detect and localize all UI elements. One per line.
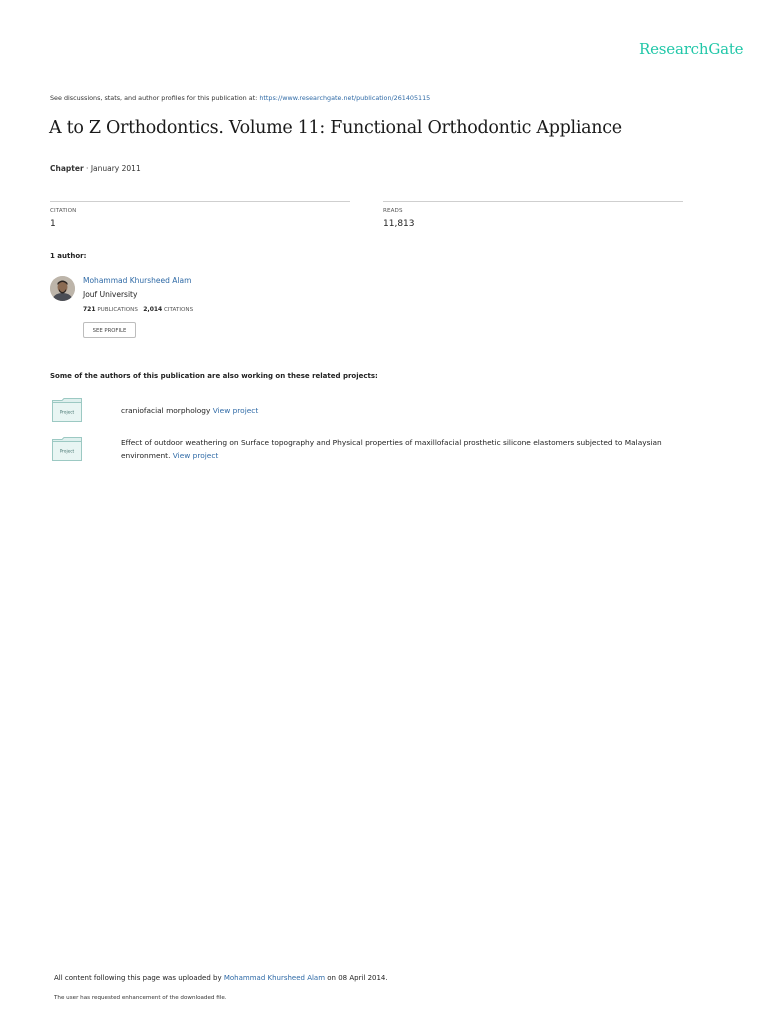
- project-title: Effect of outdoor weathering on Surface topography and Physical properties of maxillofacial prosthetic silicone elastomers subjected to Malaysian environment.: [121, 438, 662, 460]
- project-folder-icon[interactable]: [52, 437, 82, 461]
- project-icon-label: Project: [59, 409, 75, 415]
- discussion-prefix: See discussions, stats, and author profiles for this publication at:: [50, 94, 260, 102]
- view-project-link[interactable]: View project: [172, 451, 219, 460]
- meta-separator: ·: [83, 164, 91, 173]
- author-institution: Jouf University: [83, 290, 138, 299]
- citation-label: CITATION: [50, 208, 77, 214]
- project-item: [121, 404, 681, 417]
- projects-heading: Some of the authors of this publication are also working on these related projects:: [50, 372, 378, 380]
- folder-icon: [52, 437, 82, 461]
- author-stats: [83, 306, 193, 313]
- citation-count: 1: [50, 219, 56, 229]
- project-item: [121, 436, 701, 462]
- researchgate-logo[interactable]: ResearchGate: [639, 40, 744, 58]
- uploader-link[interactable]: Mohammad Khursheed Alam: [223, 974, 326, 982]
- reads-divider: [383, 201, 683, 202]
- project-icon-label: Project: [59, 448, 75, 454]
- project-title: craniofacial morphology: [121, 406, 213, 415]
- see-profile-button[interactable]: SEE PROFILE: [83, 322, 136, 338]
- author-citations-label: CITATIONS: [164, 307, 194, 313]
- author-publications-label: PUBLICATIONS: [97, 307, 138, 313]
- author-avatar[interactable]: [50, 276, 75, 301]
- publication-url-link[interactable]: https://www.researchgate.net/publication/261405115: [259, 94, 431, 102]
- discussion-line: [50, 94, 430, 102]
- publication-date: January 2011: [90, 164, 141, 173]
- author-citations-count: 2,014: [143, 306, 163, 313]
- upload-notice: [54, 974, 388, 982]
- publication-type: Chapter: [50, 164, 84, 173]
- publication-title: A to Z Orthodontics. Volume 11: Functional Orthodontic Appliance: [49, 118, 622, 138]
- enhancement-note: The user has requested enhancement of the downloaded file.: [54, 995, 227, 1001]
- author-photo-icon: [50, 276, 75, 301]
- citation-divider: [50, 201, 350, 202]
- author-name-link[interactable]: Mohammad Khursheed Alam: [83, 276, 192, 285]
- reads-label: READS: [383, 208, 403, 214]
- reads-count: 11,813: [383, 219, 415, 229]
- project-folder-icon[interactable]: [52, 398, 82, 422]
- author-publications-count: 721: [83, 306, 96, 313]
- publication-meta: [50, 164, 141, 173]
- folder-icon: [52, 398, 82, 422]
- upload-suffix: on 08 April 2014.: [325, 974, 388, 982]
- authors-heading: 1 author:: [50, 252, 87, 260]
- upload-prefix: All content following this page was uploaded by: [54, 974, 224, 982]
- view-project-link[interactable]: View project: [212, 406, 259, 415]
